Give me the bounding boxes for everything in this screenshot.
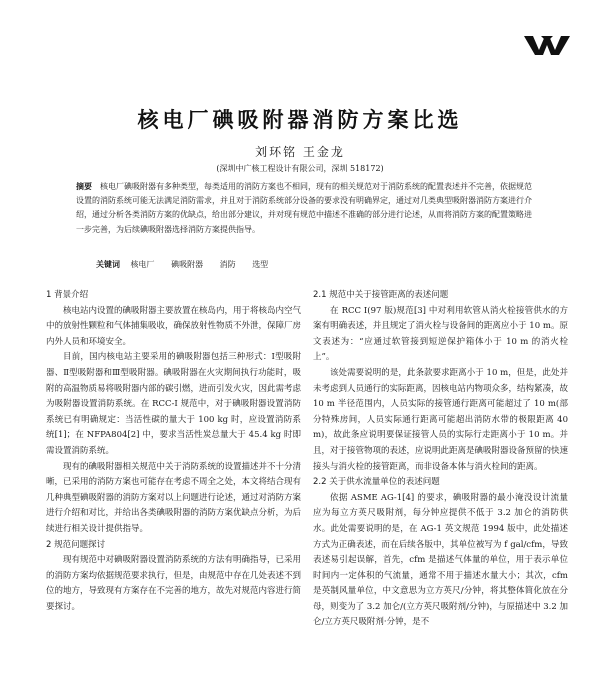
keyword: 消防 — [219, 260, 236, 269]
authors: 刘环铭 王金龙 — [255, 145, 345, 159]
affiliation: (深圳中广核工程设计有限公司，深圳 518172) — [216, 164, 384, 173]
keywords-label: 关键词 — [96, 260, 120, 269]
keyword: 核电厂 — [130, 260, 155, 269]
paragraph: 在 RCC I(97 版)规范[3] 中对利用软管从消火栓接管供水的方案有明确表述，并且规定了消火栓与设备间的距离应小于 10 m。原文表述为：“应通过软管接到短逆保护箱体小于 10 m 的消火栓上”。 — [313, 305, 568, 363]
keywords — [96, 258, 516, 272]
left-column — [46, 288, 301, 615]
paragraph: 依据 ASME AG-1[4] 的要求，碘吸附器的最小淹没设计流量应为每立方英尺吸附剂，每分钟应提供不低于 3.2 加仑的消防供水。此处需要说明的是，在 AG-1 英文规范 1994 版中，此处描述方式为正确表述，而在后续各版中，其单位被写为 f gal/cfm，导致表述易引起误解，首先，cfm 是描述气体量的单位，用于表示单位时间内一定体积的气流量，通常不用于描述水量大小；其次，cfm 是英制风量单位，中文意思为立方英尺/分钟，将其整体简化放在分母，则变为了 3.2 加仑/(立方英尺吸附剂/分钟)，与原描述中 3.2 加仑/立方英尺吸附剂·分钟，是不 — [313, 492, 568, 628]
paragraph: 目前，国内核电站主要采用的碘吸附器包括三种形式：Ⅰ型吸附器、Ⅱ型吸附器和Ⅲ型吸附器。碘吸附器在火灾期间执行功能时，吸附的高温物质易将吸附器内部的碳引燃，进而引发火灾，因此需考虑为吸附器设置消防系统。在 RCC-I 规范中，对于碘吸附器设置消防系统已有明确规定：当活性碳的量大于 100 kg 时，应设置消防系统[1]；在 NFPA804[2] 中，要求当活性炭总量大于 45.4 kg 时即需设置消防系统。 — [46, 352, 302, 456]
section-heading: 1 背景介绍 — [46, 290, 89, 300]
paragraph: 现有的碘吸附器相关规范中关于消防系统的设置描述并不十分清晰，已采用的消防方案也可能存在考虑不周全之处，本文将结合现有几种典型碘吸附器的消防方案对以上问题进行论述，通过对消防方案进行介绍和对比，并给出各类碘吸附器的消防方案优缺点分析，为后续进行相关设计提供指导。 — [46, 461, 302, 534]
paragraph: 现有规范中对碘吸附器设置消防系统的方法有明确指导，已采用的消防方案均依据规范要求执行，但是，由规范中存在几处表述不到位的地方，导致现有方案存在不完善的地方，故先对规范内容进行简要探讨。 — [46, 555, 302, 612]
subsection-heading: 2.1 规范中关于接管距离的表述问题 — [313, 290, 449, 300]
publisher-logo — [524, 34, 570, 56]
abstract-label: 摘要 — [76, 182, 92, 191]
paragraph: 核电站内设置的碘吸附器主要放置在核岛内，用于将核岛内空气中的放射性颗粒和气体捕集吸收，确保放射性物质不外泄，保障厂房内外人员和环境安全。 — [46, 305, 302, 347]
abstract-text: 核电厂碘吸附器有多种类型，每类适用的消防方案也不相同，现有的相关规范对于消防系统的配置表述并不完善，依据规范设置的消防系统可能无法满足消防需求，并且对于消防系统部分设备的要求没有明确界定，通过对几类典型吸附器消防方案进行介绍，通过分析各类消防方案的优缺点，给出部分建议，并对现有规范中描述不准确的部分进行论述，从而将消防方案的配置策略进一步完善，为后续碘吸附器选择消防方案提供指导。 — [76, 182, 532, 234]
keyword: 碘吸附器 — [171, 260, 204, 269]
keyword: 选型 — [252, 260, 269, 269]
right-column — [313, 288, 568, 631]
subsection-heading: 2.2 关于供水流量单位的表述问题 — [313, 477, 440, 488]
article-title: 核电厂碘吸附器消防方案比选 — [137, 108, 463, 132]
abstract — [76, 180, 532, 237]
section-heading: 2 规范问题探讨 — [46, 539, 106, 550]
paragraph: 该处需要说明的是，此条款要求距离小于 10 m，但是，此处并未考虑到人员通行的实际距离，因核电站内物项众多，结构紧凑，故 10 m 半径范围内，人员实际的接管通行距离可能超过了 10 m(部分特殊房间，人员实际通行距离可能超出消防水带的极限距离 40 m)，故此条应说明要保证接管人员的实际行走距离小于 10 m。并且，对于接管物项的表述，应说明此距离是碘吸附器设备预留的快速接头与消火栓的接管距离，而非设备本体与消火栓间的距离。 — [313, 367, 569, 472]
